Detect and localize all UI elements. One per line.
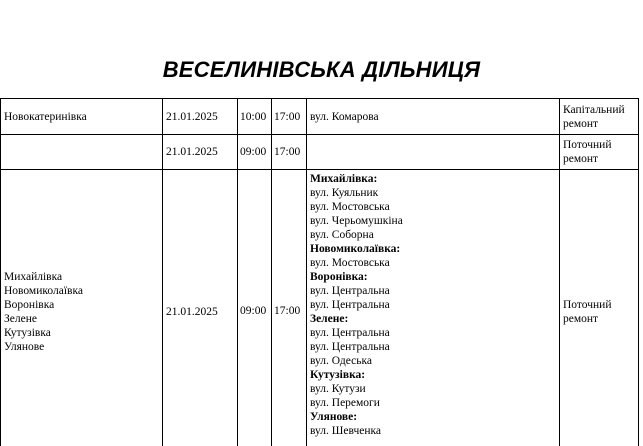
street-name: вул. Соборна: [310, 229, 374, 241]
work-type-line: Поточний: [563, 139, 612, 151]
streets-cell: [307, 135, 560, 170]
street-name: вул. Комарова: [310, 110, 379, 123]
street-name: вул. Центральна: [310, 327, 390, 339]
end-time-cell: 17:00: [272, 99, 307, 135]
street-name: вул. Центральна: [310, 285, 390, 297]
village-heading: Воронівка:: [310, 271, 368, 283]
location-name: Воронівка: [4, 299, 55, 311]
locations-cell: [1, 135, 163, 170]
streets-cell: [307, 170, 560, 446]
work-type-line: ремонт: [563, 313, 599, 325]
street-name: вул. Перемоги: [310, 397, 380, 409]
table-row: [1, 99, 639, 135]
start-time-cell: 09:00: [238, 170, 272, 446]
location-name: Новокатеринівка: [4, 110, 87, 123]
work-type-line: Поточний: [563, 299, 612, 311]
locations-cell: [1, 170, 163, 446]
date-cell: 21.01.2025: [163, 99, 238, 135]
street-name: вул. Одеська: [310, 355, 373, 367]
street-name: вул. Кутузи: [310, 383, 366, 395]
location-name: Новомиколаївка: [4, 285, 83, 297]
work-type-cell: [560, 99, 639, 135]
street-name: вул. Шевченка: [310, 425, 382, 437]
village-heading: Зелене:: [310, 313, 349, 325]
street-name: вул. Мостовська: [310, 257, 390, 269]
street-name: вул. Мостовська: [310, 201, 390, 213]
work-type-line: ремонт: [563, 153, 599, 165]
location-name: Улянове: [4, 341, 45, 353]
start-time-cell: 10:00: [238, 99, 272, 135]
street-name: вул. Центральна: [310, 299, 390, 311]
work-type-cell: [560, 170, 639, 446]
work-type-line: Капітальний: [563, 103, 625, 116]
street-name: вул. Куяльник: [310, 187, 379, 199]
village-heading: Улянове:: [310, 411, 358, 423]
location-name: Зелене: [4, 313, 37, 325]
table-row: [1, 170, 639, 446]
village-heading: Михайлівка:: [310, 173, 378, 185]
end-time-cell: 17:00: [272, 135, 307, 170]
street-name: вул. Центральна: [310, 341, 390, 353]
location-name: Кутузівка: [4, 327, 51, 339]
outage-schedule-table: [0, 98, 639, 446]
table-row: [1, 135, 639, 170]
end-time-cell: 17:00: [272, 170, 307, 446]
date-cell: 21.01.2025: [163, 135, 238, 170]
village-heading: Новомиколаївка:: [310, 243, 401, 255]
date-cell: 21.01.2025: [163, 170, 238, 446]
street-name: вул. Черьомушкіна: [310, 215, 403, 227]
location-name: Михайлівка: [4, 271, 63, 283]
start-time-cell: 09:00: [238, 135, 272, 170]
village-heading: Кутузівка:: [310, 369, 366, 381]
page-title: ВЕСЕЛИНІВСЬКА ДІЛЬНИЦЯ: [162, 57, 481, 82]
streets-cell: [307, 99, 560, 135]
work-type-cell: [560, 135, 639, 170]
locations-cell: [1, 99, 163, 135]
work-type-line: ремонт: [563, 117, 599, 130]
